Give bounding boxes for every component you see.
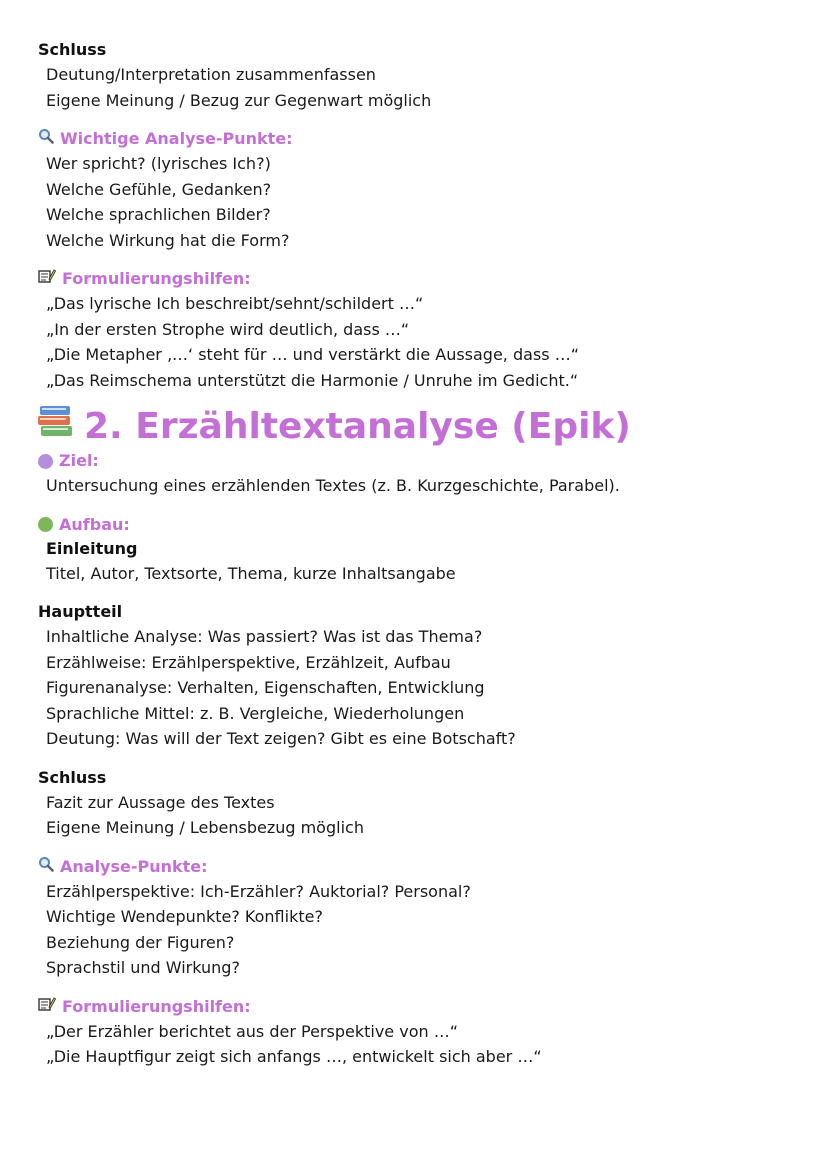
list-item: „Der Erzähler berichtet aus der Perspektive von …“: [46, 1021, 458, 1041]
green-circle-icon: [38, 517, 53, 532]
structure-heading: [38, 513, 798, 537]
einleitung-text: Titel, Autor, Textsorte, Thema, kurze Inhaltsangabe: [46, 563, 456, 583]
purple-circle-icon: [38, 454, 53, 469]
section-title: [38, 404, 798, 449]
list-item: „Das Reimschema unterstützt die Harmonie / Unruhe im Gedicht.“: [46, 370, 579, 390]
schluss-label: Schluss: [38, 40, 107, 59]
list-item: Sprachliche Mittel: z. B. Vergleiche, Wiederholungen: [46, 703, 465, 723]
list-item: Fazit zur Aussage des Textes: [46, 792, 275, 812]
section-title-text: 2. Erzähltextanalyse (Epik): [84, 405, 631, 447]
document-page: [38, 38, 798, 1070]
phrases-heading: [38, 995, 798, 1019]
list-item: Erzählweise: Erzählperspektive, Erzählzeit, Aufbau: [46, 652, 451, 672]
list-item: Deutung/Interpretation zusammenfassen: [46, 65, 376, 84]
list-item: Inhaltliche Analyse: Was passiert? Was ist das Thema?: [46, 627, 483, 646]
schluss-label: Schluss: [38, 767, 107, 787]
list-item: Welche sprachlichen Bilder?: [46, 205, 271, 224]
list-item: „Das lyrische Ich beschreibt/sehnt/schildert …“: [46, 294, 424, 313]
list-item: Erzählperspektive: Ich-Erzähler? Auktorial? Personal?: [46, 881, 471, 901]
writing-hand-icon: [38, 995, 56, 1019]
writing-hand-icon: [38, 267, 56, 291]
structure-heading-text: Aufbau:: [59, 514, 130, 534]
list-item: Sprachstil und Wirkung?: [46, 958, 240, 977]
analysis-heading-text: Wichtige Analyse-Punkte:: [60, 129, 293, 148]
phrases-heading-text: Formulierungshilfen:: [62, 269, 251, 288]
hauptteil-label: Hauptteil: [38, 602, 123, 621]
list-item: „Die Hauptfigur zeigt sich anfangs …, entwickelt sich aber …“: [46, 1047, 542, 1066]
magnifier-icon: [38, 127, 54, 151]
goal-heading: [38, 449, 798, 473]
list-item: Welche Wirkung hat die Form?: [46, 230, 290, 250]
goal-heading-text: Ziel:: [59, 451, 99, 470]
list-item: „In der ersten Strophe wird deutlich, dass …“: [46, 319, 410, 339]
phrases-heading: [38, 267, 798, 291]
list-item: Beziehung der Figuren?: [46, 932, 235, 952]
analysis-heading-text: Analyse-Punkte:: [60, 856, 208, 876]
list-item: „Die Metapher ‚…‘ steht für … und verstärkt die Aussage, dass …“: [46, 345, 579, 364]
phrases-heading-text: Formulierungshilfen:: [62, 996, 251, 1016]
analysis-heading: [38, 127, 798, 151]
magnifier-icon: [38, 855, 54, 879]
list-item: Eigene Meinung / Lebensbezug möglich: [46, 818, 364, 837]
list-item: Wichtige Wendepunkte? Konflikte?: [46, 907, 323, 926]
list-item: Figurenanalyse: Verhalten, Eigenschaften, Entwicklung: [46, 678, 485, 697]
list-item: Wer spricht? (lyrisches Ich?): [46, 154, 271, 173]
einleitung-label: Einleitung: [46, 538, 138, 558]
books-icon: [38, 404, 74, 449]
list-item: Eigene Meinung / Bezug zur Gegenwart möglich: [46, 90, 432, 110]
list-item: Deutung: Was will der Text zeigen? Gibt es eine Botschaft?: [46, 729, 516, 748]
analysis-heading: [38, 855, 798, 879]
list-item: Welche Gefühle, Gedanken?: [46, 179, 272, 199]
goal-text: Untersuchung eines erzählenden Textes (z. B. Kurzgeschichte, Parabel).: [46, 476, 620, 495]
